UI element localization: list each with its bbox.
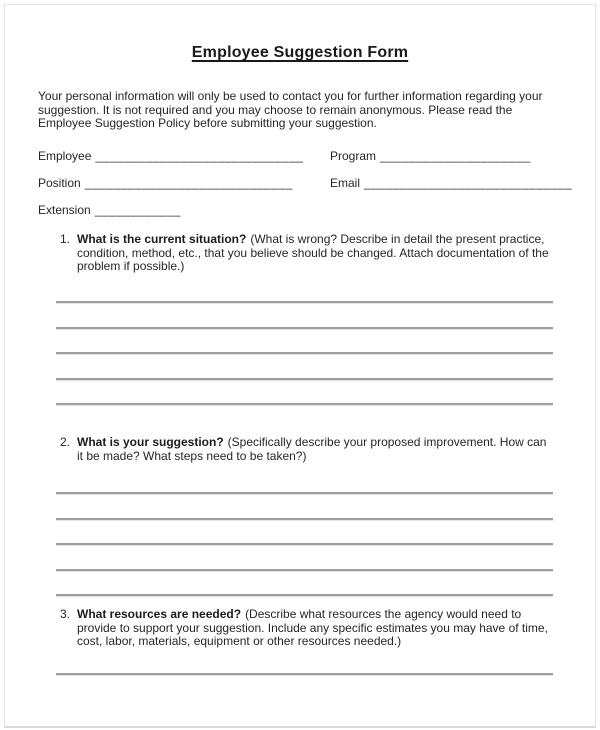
position-field: [38, 176, 293, 190]
email-field: [330, 176, 572, 190]
intro-text: Your personal information will only be used to contact you for further information regarding your suggestion. It is not required and you may choose to remain anonymous. Please read the Employee Suggestion Policy before submitting your suggestion.: [38, 89, 543, 130]
answer-line: [56, 673, 553, 676]
question-label: What is your suggestion?: [77, 435, 224, 449]
employee-field-label: Employee: [38, 149, 92, 163]
question-number: 3.: [60, 607, 71, 621]
question-item-1: [60, 233, 550, 274]
question-description: (Specifically describe your proposed improvement. How can it be made? What steps need to be taken?): [77, 435, 547, 463]
page-title: Employee Suggestion Form: [191, 44, 409, 61]
question-text: [77, 608, 550, 649]
question-number: 1.: [60, 232, 71, 246]
extension-blank-line: ____________: [94, 203, 181, 217]
question-item-3: [60, 608, 550, 649]
email-blank-line: _____________________________: [364, 176, 573, 190]
answer-line: [56, 492, 553, 495]
answer-line: [56, 569, 553, 572]
answer-line: [56, 403, 553, 406]
question-description: (Describe what resources the agency would need to provide to support your suggestion. Include any specific estimates you may have of time, cost, labor, materials, equipment or other resources needed.): [77, 607, 548, 648]
question-number: 2.: [60, 435, 71, 449]
position-field-label: Position: [38, 176, 81, 190]
answer-line: [56, 327, 553, 330]
question-description: (What is wrong? Describe in detail the present practice, condition, method, etc., that you believe should be changed. Attach documentation of the problem if possible.): [77, 232, 549, 273]
employee-field: [38, 149, 303, 163]
answer-line: [56, 594, 553, 597]
answer-line: [56, 301, 553, 304]
question-label: What resources are needed?: [77, 607, 242, 621]
program-field-label: Program: [330, 149, 377, 163]
extension-field-label: Extension: [38, 203, 91, 217]
program-field: [330, 149, 531, 163]
answer-lines-question-2: [56, 492, 553, 597]
answer-line: [56, 378, 553, 381]
question-text: [77, 233, 550, 274]
program-blank-line: _____________________: [380, 149, 531, 163]
question-label: What is the current situation?: [77, 232, 247, 246]
position-blank-line: _____________________________: [84, 176, 293, 190]
answer-line: [56, 352, 553, 355]
question-item-2: [60, 436, 550, 463]
answer-lines-question-3: [56, 673, 553, 676]
question-text: [77, 436, 550, 463]
email-field-label: Email: [330, 176, 361, 190]
answer-line: [56, 518, 553, 521]
extension-field: [38, 203, 181, 217]
answer-lines-question-1: [56, 301, 553, 406]
answer-line: [56, 543, 553, 546]
employee-blank-line: _____________________________: [95, 149, 304, 163]
